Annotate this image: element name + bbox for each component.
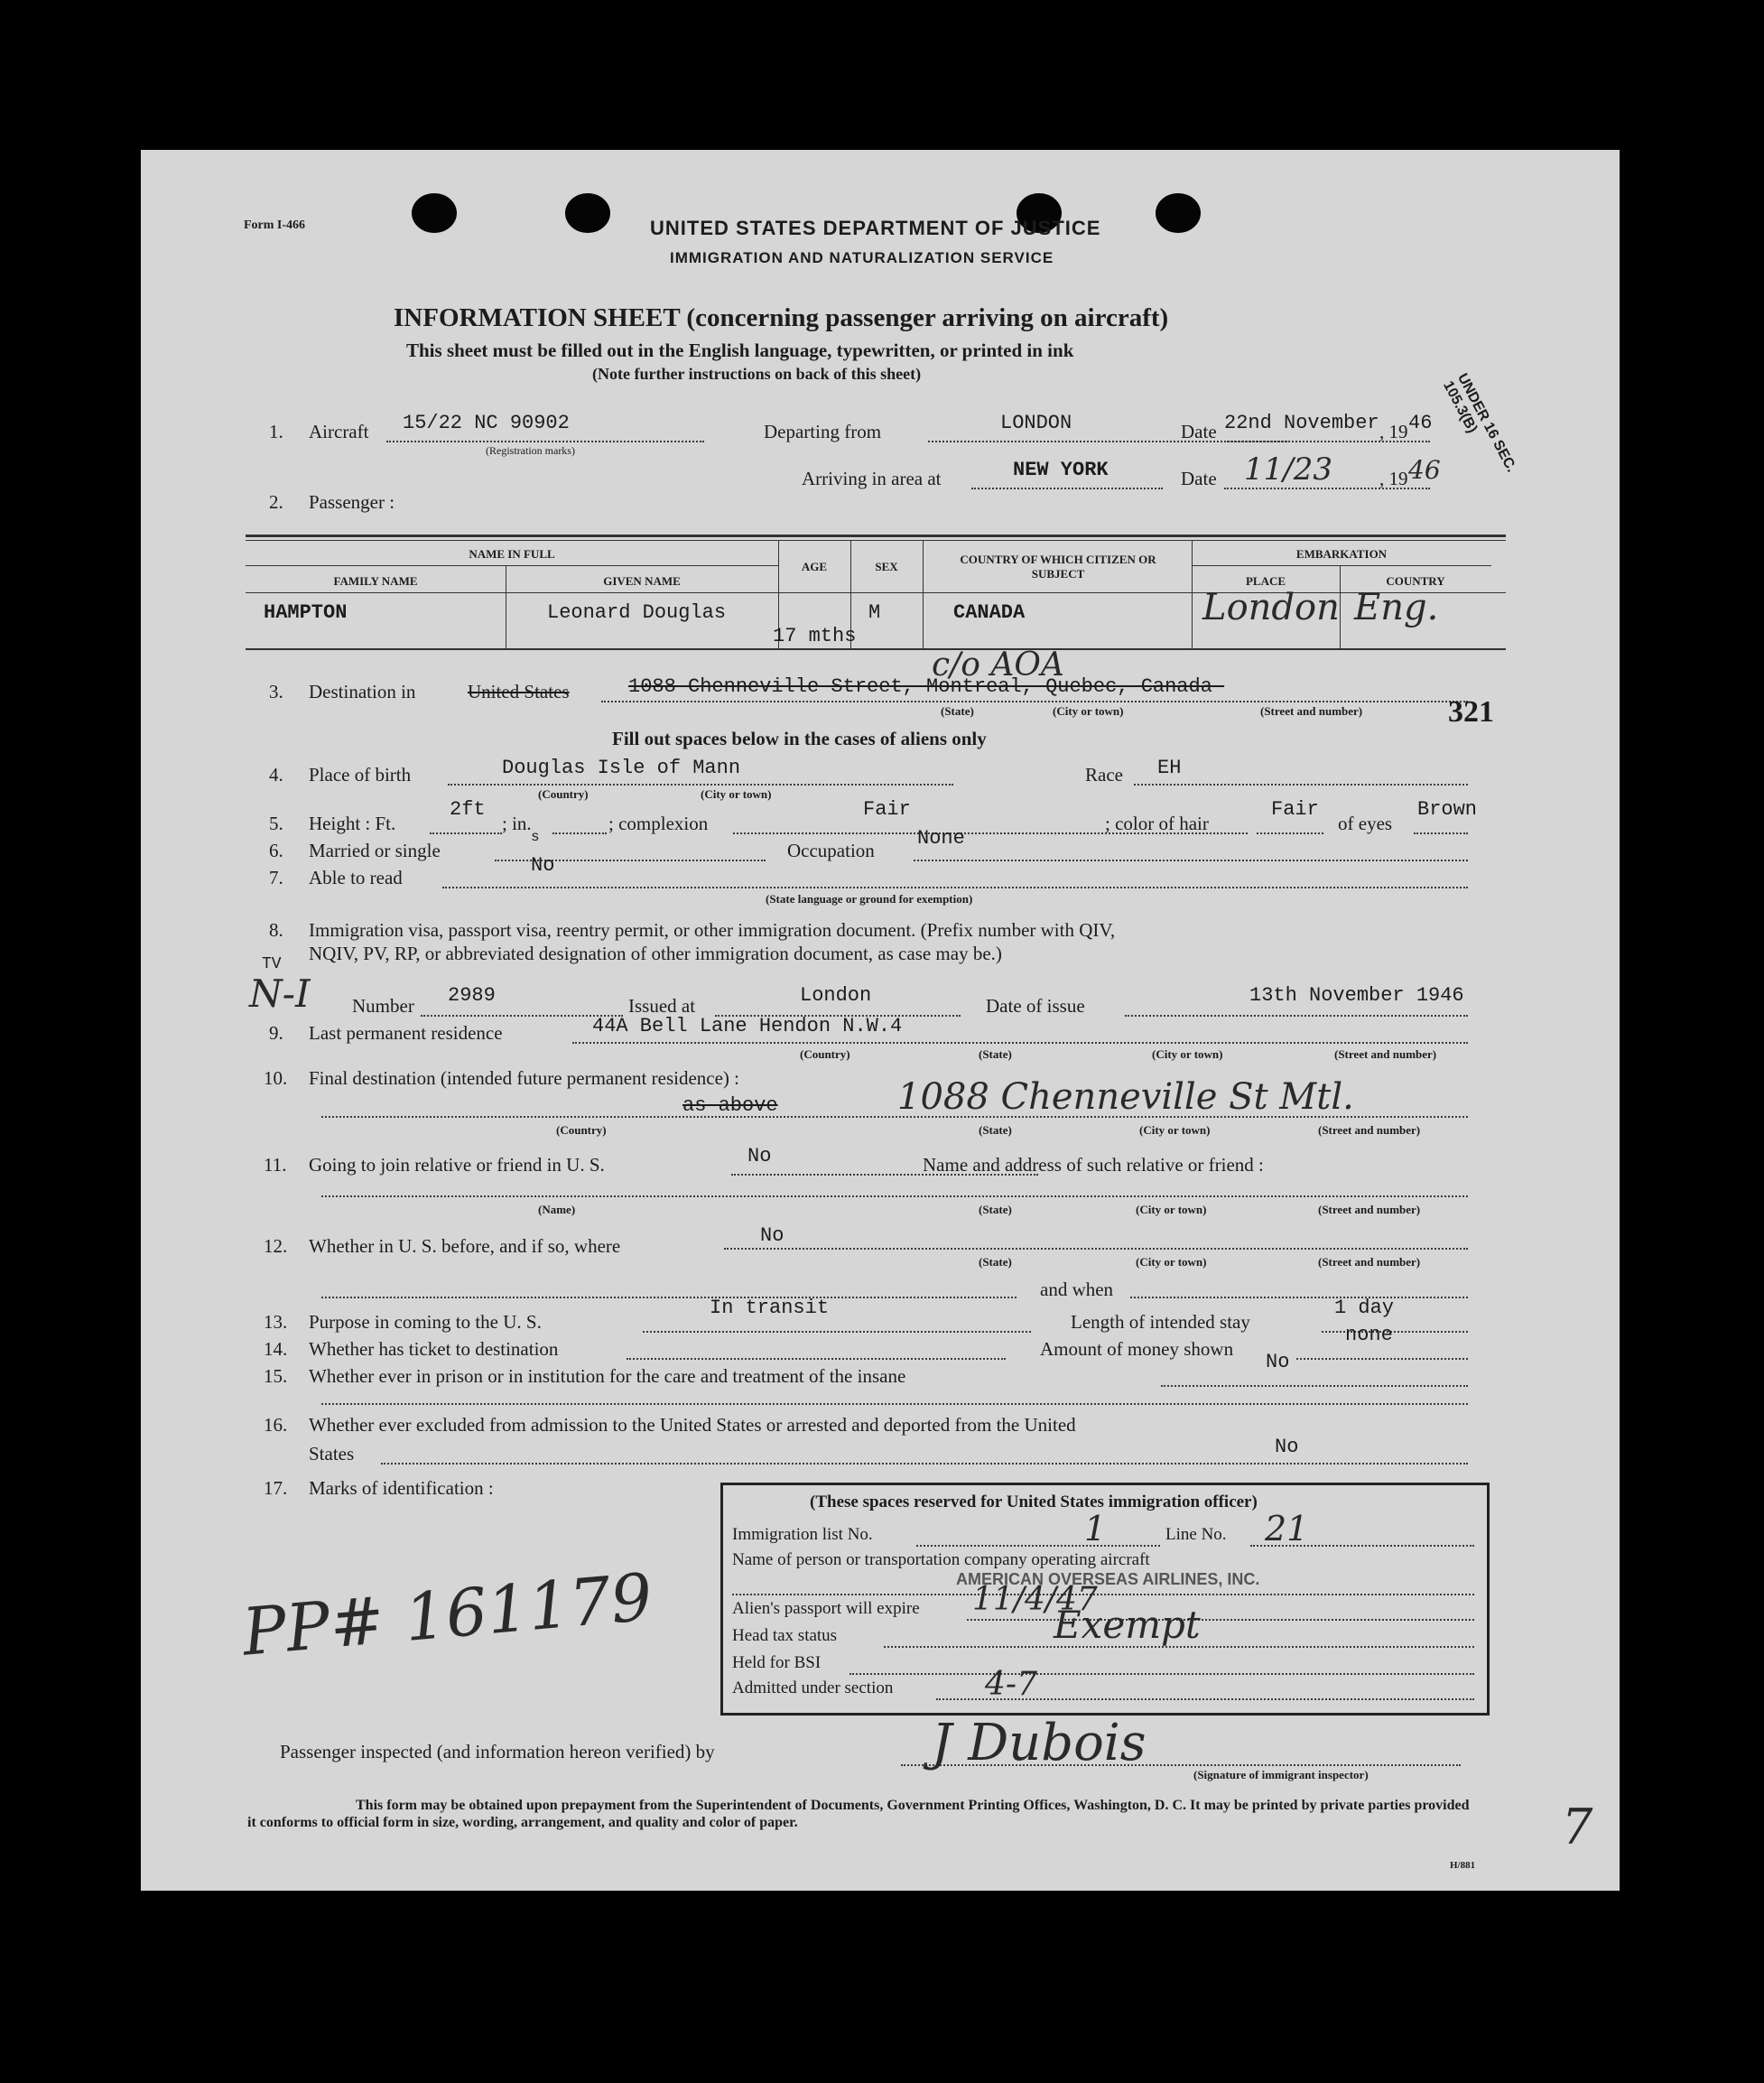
street-caption: (Street and number): [1334, 1047, 1437, 1061]
item-number: 6.: [269, 840, 283, 861]
identification-marks-label: Marks of identification :: [309, 1477, 494, 1499]
table-header-age: AGE: [801, 560, 828, 573]
join-relative-label: Going to join relative or friend in U. S.: [309, 1154, 605, 1176]
document-prefix-handwritten: N-I: [249, 972, 311, 1016]
item-number: 13.: [264, 1311, 288, 1333]
city-caption: (City or town): [1136, 1255, 1207, 1269]
document-instructions-2: NQIV, PV, RP, or abbreviated designation of other immigration document, as case may be.): [309, 943, 1002, 964]
struck-united-states: United States: [468, 681, 570, 702]
occupation-value: None: [917, 827, 965, 850]
country-caption: (Country): [556, 1123, 607, 1137]
occupation-label: Occupation: [787, 840, 875, 861]
embarkation-country-value: Eng.: [1354, 587, 1439, 628]
issued-at-label: Issued at: [628, 995, 696, 1017]
admitted-section-value: 4-7: [985, 1666, 1037, 1703]
prison-label: Whether ever in prison or in institution for the care and treatment of the insane: [309, 1365, 906, 1387]
marital-value: s: [531, 829, 540, 845]
officer-box-heading: (These spaces reserved for United States immigration officer): [810, 1493, 1258, 1511]
item-number: 11.: [264, 1154, 287, 1176]
and-when-label: and when: [1040, 1279, 1114, 1300]
residence-value: 44A Bell Lane Hendon N.W.4: [592, 1015, 903, 1037]
table-header-country: COUNTRY: [1386, 574, 1445, 588]
state-caption: (State): [979, 1047, 1012, 1061]
item-number: 14.: [264, 1338, 288, 1360]
race-value: EH: [1157, 757, 1182, 779]
literacy-value: No: [531, 854, 555, 877]
punch-hole: [412, 193, 457, 233]
punch-hole: [1156, 193, 1201, 233]
departing-value: LONDON: [1000, 412, 1072, 434]
given-name-value: Leonard Douglas: [547, 601, 727, 624]
year-prefix: , 19: [1379, 468, 1408, 489]
item-number: 9.: [269, 1022, 283, 1044]
family-name-value: HAMPTON: [264, 601, 348, 624]
city-caption: (City or town): [701, 787, 772, 801]
city-caption: (City or town): [1136, 1203, 1207, 1216]
item-number: 3.: [269, 681, 283, 702]
height-feet-value: 2ft: [450, 798, 486, 821]
table-header-citizenship: COUNTRY OF WHICH CITIZEN OR SUBJECT: [960, 553, 1156, 581]
table-header-family-name: FAMILY NAME: [333, 574, 418, 588]
item-number: 4.: [269, 764, 283, 786]
form-number: Form I-466: [244, 219, 306, 232]
operator-label: Name of person or transportation company operating aircraft: [732, 1550, 1150, 1569]
join-relative-value: No: [747, 1145, 772, 1167]
money-value: none: [1345, 1324, 1393, 1346]
arrival-year-value: 46: [1408, 455, 1441, 485]
sex-value: M: [868, 601, 881, 624]
state-caption: (State): [941, 704, 974, 718]
item-number: 15.: [264, 1365, 288, 1387]
signature-caption: (Signature of immigrant inspector): [1193, 1768, 1369, 1781]
item-number: 17.: [264, 1477, 288, 1499]
bsi-label: Held for BSI: [732, 1653, 822, 1672]
departing-label: Departing from: [764, 421, 882, 442]
hair-label: ; color of hair: [1105, 813, 1209, 834]
destination-value: 1088 Chenneville Street, Montreal, Quebec, Canada-: [628, 675, 1225, 698]
prior-visit-value: No: [760, 1224, 785, 1247]
item-number: 16.: [264, 1414, 288, 1436]
margin-mark: 7: [1562, 1799, 1593, 1855]
admitted-section-label: Admitted under section: [732, 1678, 894, 1697]
state-caption: (State): [979, 1203, 1012, 1216]
year-prefix: , 19: [1379, 421, 1408, 442]
registration-caption: (Registration marks): [486, 444, 575, 457]
punch-hole: [565, 193, 610, 233]
item-number: 7.: [269, 867, 283, 888]
exclusion-label-2: States: [309, 1443, 355, 1465]
document-number-value: 2989: [448, 984, 496, 1007]
date-label: Date: [1181, 421, 1217, 442]
complexion-value: Fair: [863, 798, 911, 821]
embarkation-place-value: London: [1202, 587, 1340, 628]
city-caption: (City or town): [1053, 704, 1124, 718]
passport-number-handwritten: PP# 161179: [239, 1558, 655, 1670]
item-number: 8.: [269, 919, 283, 941]
state-caption: (State): [979, 1123, 1012, 1137]
country-caption: (Country): [800, 1047, 850, 1061]
document-number-label: Number: [352, 995, 414, 1017]
operator-stamp: AMERICAN OVERSEAS AIRLINES, INC.: [956, 1570, 1260, 1588]
hair-value: Fair: [1271, 798, 1319, 821]
final-destination-handwritten: 1088 Chenneville St Mtl.: [897, 1076, 1354, 1118]
citizenship-value: CANADA: [953, 601, 1026, 624]
print-code: H/881: [1450, 1860, 1476, 1871]
arriving-label: Arriving in area at: [802, 468, 942, 489]
final-destination-label: Final destination (intended future permanent residence) :: [309, 1067, 740, 1089]
issue-date-label: Date of issue: [986, 995, 1085, 1017]
page-subtitle: This sheet must be filled out in the English language, typewritten, or printed in ink: [406, 339, 1074, 361]
footer-text: This form may be obtained upon prepayment from the Superintendent of Documents, Government Printing Offices, Washington, D. C. It may be printed by private parties provided it conforms to official form in size, wording, arrangement, and quality and color of paper.: [247, 1798, 1470, 1830]
destination-handwritten: c/o AOA: [932, 646, 1064, 683]
aliens-heading: Fill out spaces below in the cases of aliens only: [612, 728, 987, 749]
stay-length-value: 1 day: [1334, 1297, 1395, 1319]
birthplace-label: Place of birth: [309, 764, 412, 786]
document-instructions: Immigration visa, passport visa, reentry permit, or other immigration document. (Prefix number with QIV,: [309, 919, 1116, 941]
table-header-place: PLACE: [1245, 574, 1286, 588]
departure-year-value: 46: [1408, 412, 1433, 434]
complexion-label: ; complexion: [608, 813, 709, 834]
prior-visit-label: Whether in U. S. before, and if so, where: [309, 1235, 621, 1257]
table-header-given-name: GIVEN NAME: [603, 574, 681, 588]
age-value: 17 mths: [773, 625, 857, 647]
literacy-label: Able to read: [309, 867, 403, 888]
side-stamp: UNDER 16 SEC. 105.3(B): [1440, 371, 1519, 475]
table-header-sex: SEX: [875, 560, 898, 573]
arriving-value: NEW YORK: [1013, 459, 1109, 481]
aircraft-label: Aircraft: [309, 421, 369, 442]
literacy-caption: (State language or ground for exemption): [766, 892, 973, 906]
city-caption: (City or town): [1152, 1047, 1223, 1061]
list-number-label: Immigration list No.: [732, 1525, 873, 1544]
exclusion-value: No: [1275, 1436, 1299, 1458]
aircraft-value: 15/22 NC 90902: [403, 412, 570, 434]
relative-address-label: Name and address of such relative or friend :: [923, 1154, 1264, 1176]
service-name: IMMIGRATION AND NATURALIZATION SERVICE: [670, 249, 1054, 266]
passenger-label: Passenger :: [309, 491, 395, 513]
money-label: Amount of money shown: [1040, 1338, 1234, 1360]
date-label: Date: [1181, 468, 1217, 489]
purpose-value: In transit: [710, 1297, 830, 1319]
eyes-label: of eyes: [1338, 813, 1393, 834]
marital-label: Married or single: [309, 840, 441, 861]
head-tax-value: Exempt: [1054, 1603, 1201, 1647]
inches-label: ; in.: [502, 813, 532, 834]
item-number: 12.: [264, 1235, 288, 1257]
agency-name: UNITED STATES DEPARTMENT OF JUSTICE: [650, 217, 1101, 239]
state-caption: (State): [979, 1255, 1012, 1269]
arrival-date-value: 11/23: [1244, 451, 1332, 488]
table-header-embarkation: EMBARKATION: [1295, 547, 1388, 561]
prison-value: No: [1266, 1351, 1290, 1373]
ticket-label: Whether has ticket to destination: [309, 1338, 559, 1360]
exclusion-label: Whether ever excluded from admission to the United States or arrested and deported from the United: [309, 1414, 1076, 1436]
inspected-by-label: Passenger inspected (and information hereon verified) by: [280, 1741, 715, 1762]
street-caption: (Street and number): [1318, 1255, 1421, 1269]
item-number: 2.: [269, 491, 283, 513]
height-label: Height : Ft.: [309, 813, 396, 834]
page-number: 321: [1448, 695, 1494, 729]
destination-label: Destination in: [309, 681, 416, 702]
line-number-label: Line No.: [1165, 1525, 1227, 1544]
inspector-signature: J Dubois: [932, 1714, 1147, 1772]
item-number: 5.: [269, 813, 283, 834]
back-note: (Note further instructions on back of this sheet): [592, 365, 922, 383]
birthplace-value: Douglas Isle of Mann: [502, 757, 741, 779]
street-caption: (Street and number): [1260, 704, 1363, 718]
line-number-value: 21: [1265, 1509, 1309, 1548]
officer-box: [720, 1483, 1490, 1716]
item-number: 10.: [264, 1067, 288, 1089]
issued-at-value: London: [800, 984, 872, 1007]
head-tax-label: Head tax status: [732, 1626, 838, 1645]
issue-date-value: 13th November 1946: [1249, 984, 1464, 1007]
document-prefix: TV: [262, 955, 282, 973]
list-number-value: 1: [1084, 1509, 1107, 1548]
final-destination-value: as above: [682, 1094, 778, 1117]
country-caption: (Country): [538, 787, 589, 801]
street-caption: (Street and number): [1318, 1203, 1421, 1216]
item-number: 1.: [269, 421, 283, 442]
city-caption: (City or town): [1139, 1123, 1211, 1137]
table-header-name: NAME IN FULL: [469, 547, 555, 561]
purpose-label: Purpose in coming to the U. S.: [309, 1311, 542, 1333]
stay-length-label: Length of intended stay: [1071, 1311, 1250, 1333]
name-caption: (Name): [538, 1203, 576, 1216]
residence-label: Last permanent residence: [309, 1022, 503, 1044]
page-title: INFORMATION SHEET (concerning passenger arriving on aircraft): [394, 303, 1169, 332]
race-label: Race: [1085, 764, 1123, 786]
passport-expiry-value: 11/4/47: [972, 1581, 1098, 1618]
departure-date-value: 22nd November: [1224, 412, 1379, 434]
passport-expiry-label: Alien's passport will expire: [732, 1599, 920, 1618]
street-caption: (Street and number): [1318, 1123, 1421, 1137]
eyes-value: Brown: [1417, 798, 1478, 821]
form-sheet: [141, 150, 1620, 1891]
